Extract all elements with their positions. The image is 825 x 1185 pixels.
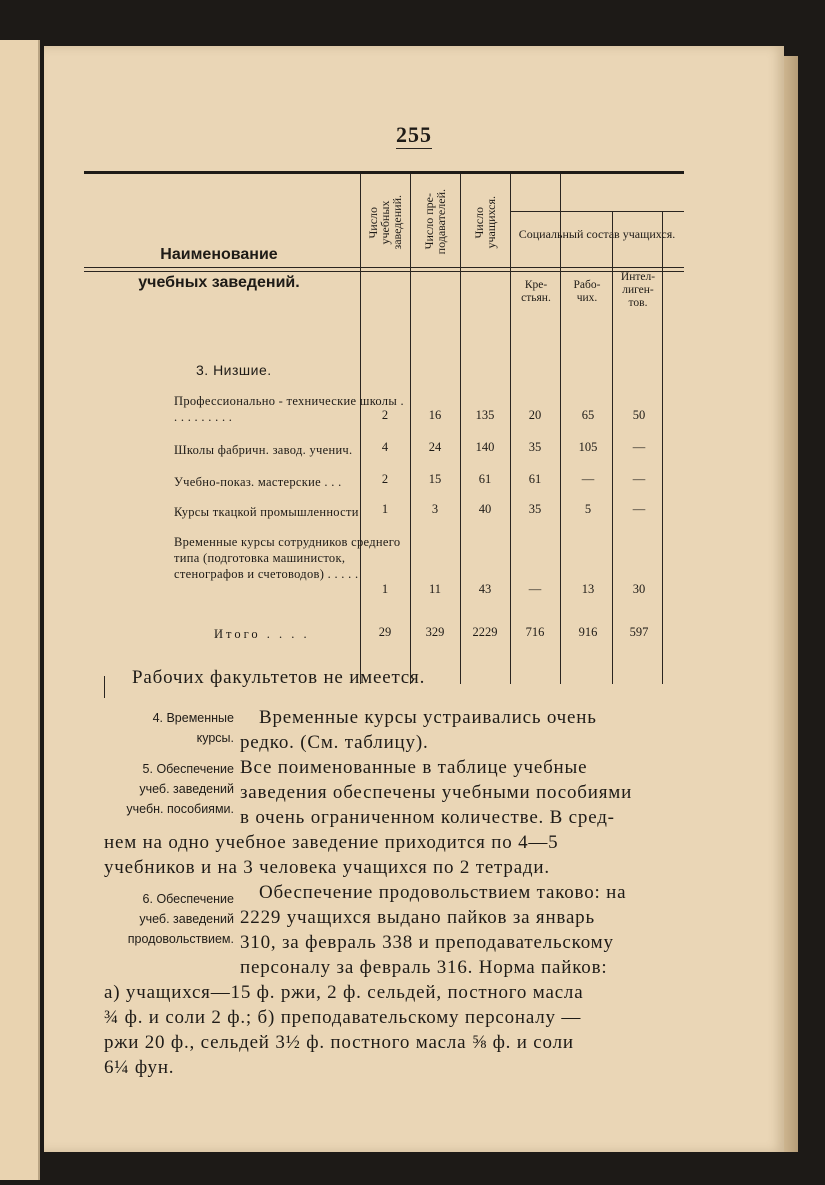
para6-line3: 310, за февраль 338 и преподавательскому xyxy=(240,932,614,953)
row-label: Учебно-показ. мастерские . . . xyxy=(174,475,342,489)
cell: 61 xyxy=(478,472,492,486)
social-composition-header: Социальный состав учащихся. xyxy=(518,227,676,241)
rabfak-line: Рабочих факультетов не имеется. xyxy=(132,667,426,688)
page-edge-right xyxy=(784,56,798,1152)
cell: — xyxy=(632,440,646,454)
para6-line2: 2229 учащихся выдано пайков за январь xyxy=(240,907,595,928)
left-page-edge xyxy=(0,40,40,1180)
row-label: Профессионально - технические школы . . . . . . . . . . xyxy=(174,394,404,424)
cell: 30 xyxy=(632,582,646,596)
cell: 40 xyxy=(478,502,492,516)
cell: 35 xyxy=(528,502,542,516)
cell: 11 xyxy=(428,582,442,596)
cell: 2 xyxy=(381,472,389,486)
cell: 1 xyxy=(381,582,389,596)
book-page xyxy=(44,46,784,1152)
cell: 61 xyxy=(528,472,542,486)
col-divider xyxy=(560,174,561,684)
cell: 29 xyxy=(378,625,392,639)
para4-line2: редко. (См. таблицу). xyxy=(240,732,429,753)
col-divider xyxy=(360,174,361,684)
cell: 35 xyxy=(528,440,542,454)
cell: 15 xyxy=(428,472,442,486)
para5-line5: учебников и на 3 человека учащихся по 2 тетради. xyxy=(104,857,550,878)
cell: 24 xyxy=(428,440,442,454)
students-header: Число учащихся. xyxy=(472,195,498,249)
row-label: Курсы ткацкой промышленности xyxy=(174,505,359,519)
para6-line4: персоналу за февраль 316. Норма пайков: xyxy=(240,957,608,978)
cell: 2229 xyxy=(472,625,498,639)
para5-line1: Все поименованные в таблице учебные xyxy=(240,757,588,778)
cell: 13 xyxy=(581,582,595,596)
col-divider xyxy=(460,174,461,684)
cell: 2 xyxy=(381,408,389,422)
col-divider xyxy=(510,174,511,684)
para6-line5: а) учащихся—15 ф. ржи, 2 ф. сельдей, постного масла xyxy=(104,982,584,1003)
table-top-rule xyxy=(84,171,684,174)
cell: — xyxy=(528,582,542,596)
intelligentsia-header: Интел- лиген- тов. xyxy=(620,271,656,309)
section-title: 3. Низшие. xyxy=(196,362,272,378)
teachers-header: Число пре- подавателей. xyxy=(422,189,448,255)
cell: 3 xyxy=(431,502,439,516)
para6-line7: ржи 20 ф., сельдей 3½ ф. постного масла ⅝ ф. и соли xyxy=(104,1032,574,1053)
para6-line6: ¾ ф. и соли 2 ф.; б) преподавательскому персоналу — xyxy=(104,1007,582,1028)
name-column-header: Наименование учебных заведений. xyxy=(138,246,300,291)
cell: 329 xyxy=(425,625,445,639)
cell: 716 xyxy=(525,625,545,639)
para6-line8: 6¼ фун. xyxy=(104,1057,175,1078)
margin-note-5: 5. Обеспечение учеб. заведений учебн. пособиями. xyxy=(126,762,234,816)
schools-table xyxy=(84,171,684,691)
para4-line1: Временные курсы устраивались очень xyxy=(259,707,597,728)
cell: 135 xyxy=(475,408,495,422)
cell: 50 xyxy=(632,408,646,422)
cell: 20 xyxy=(528,408,542,422)
cell: 1 xyxy=(381,502,389,516)
cell: 105 xyxy=(578,440,598,454)
row-label: Временные курсы сотрудников среднего типа (подготовка машинисток, стенографов и счетоводов) . . . . . xyxy=(174,535,401,581)
peasants-header: Кре- стьян. xyxy=(521,279,551,304)
cell: 916 xyxy=(578,625,598,639)
row-label: Школы фабричн. завод. ученич. xyxy=(174,443,353,457)
cell: 597 xyxy=(629,625,649,639)
institutions-header: Число учебных заведений. xyxy=(366,194,404,250)
para5-line4: нем на одно учебное заведение приходится по 4—5 xyxy=(104,832,559,853)
col-divider xyxy=(612,211,613,684)
page-number-rule xyxy=(396,148,432,149)
cell: 4 xyxy=(381,440,389,454)
para5-line2: заведения обеспечены учебными пособиями xyxy=(240,782,633,803)
margin-note-6: 6. Обеспечение учеб. заведений продовольствием. xyxy=(127,892,234,946)
page-number: 255 xyxy=(396,122,432,147)
cell: 65 xyxy=(581,408,595,422)
cell: 43 xyxy=(478,582,492,596)
col-divider xyxy=(410,174,411,684)
para6-line1: Обеспечение продовольствием таково: на xyxy=(259,882,627,903)
social-subheader-rule xyxy=(510,211,684,212)
para5-line3: в очень ограниченном количестве. В сред- xyxy=(240,807,615,828)
cell: — xyxy=(581,472,595,486)
cell: — xyxy=(632,472,646,486)
cell: 140 xyxy=(475,440,495,454)
cell: 5 xyxy=(584,502,592,516)
cell: — xyxy=(632,502,646,516)
margin-note-4: 4. Временные курсы. xyxy=(152,711,234,745)
total-label: Итого . . . . xyxy=(214,627,310,641)
workers-header: Рабо- чих. xyxy=(573,279,601,304)
cell: 16 xyxy=(428,408,442,422)
table-left-tick xyxy=(104,676,106,698)
